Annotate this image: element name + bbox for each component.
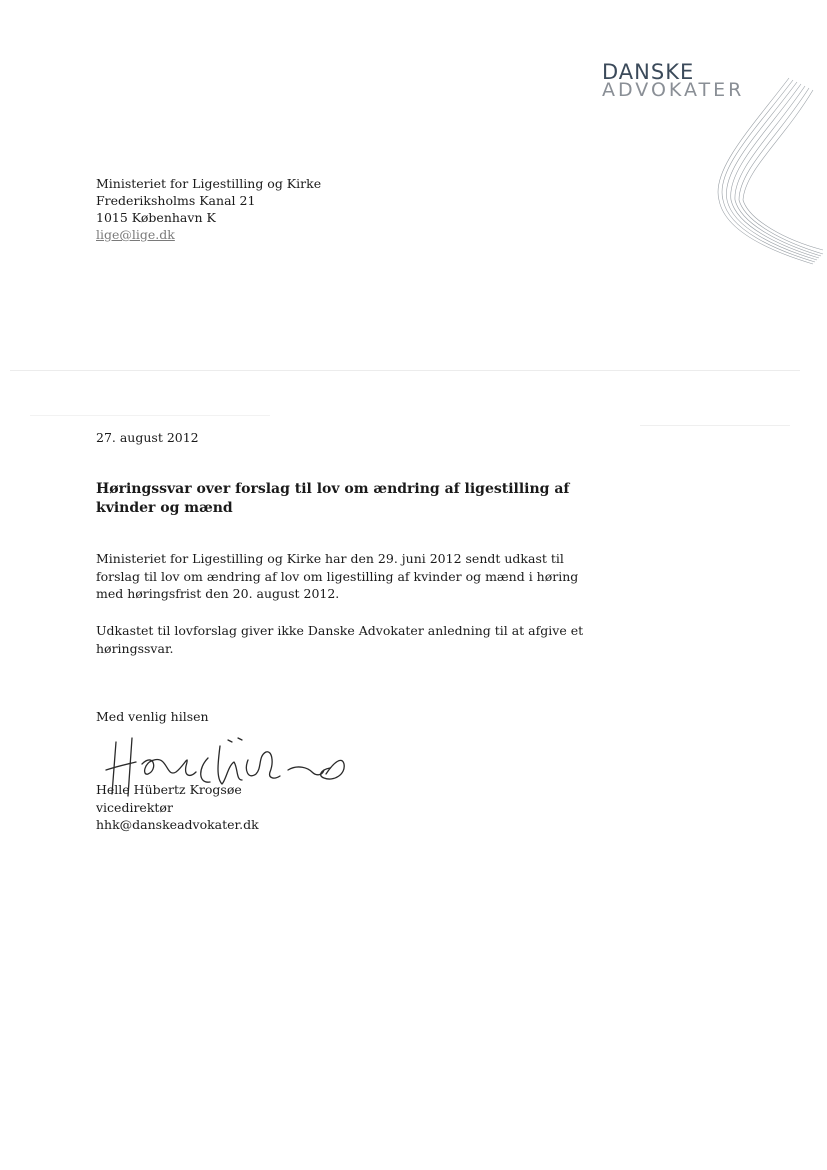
signer-name: Helle Hübertz Krogsøe xyxy=(96,782,242,797)
letter-date: 27. august 2012 xyxy=(96,430,199,445)
logo-line-1: DANSKE xyxy=(602,60,695,84)
signer-email-link[interactable]: hhk@danskeadvokater.dk xyxy=(96,817,259,832)
recipient-street: Frederiksholms Kanal 21 xyxy=(96,193,256,208)
closing-greeting: Med venlig hilsen xyxy=(96,709,209,724)
signer-title: vicedirektør xyxy=(96,799,173,815)
body-paragraph-1: Ministeriet for Ligestilling og Kirke har den 29. juni 2012 sendt udkast til forslag til lov om ændring af lov om ligestilling af kvinder og mænd i høring med høringsfrist den 20. august 2012. xyxy=(96,551,579,601)
recipient-email-link[interactable]: lige@lige.dk xyxy=(96,227,175,242)
logo-line-2: ADVOKATER xyxy=(602,79,745,101)
letter-heading: Høringssvar over forslag til lov om ændring af ligestilling af kvinder og mænd xyxy=(96,481,570,516)
scan-artifact-line xyxy=(640,425,790,426)
recipient-address xyxy=(96,175,321,243)
recipient-city: 1015 København K xyxy=(96,210,216,225)
body-paragraph-2: Udkastet til lovforslag giver ikke Danske Advokater anledning til at afgive et høringssvar. xyxy=(96,623,584,656)
scan-artifact-line xyxy=(30,415,270,416)
recipient-name: Ministeriet for Ligestilling og Kirke xyxy=(96,176,322,191)
signer-block xyxy=(96,781,259,834)
logo-swoosh-graphic xyxy=(715,70,825,270)
scan-artifact-line xyxy=(10,370,800,371)
